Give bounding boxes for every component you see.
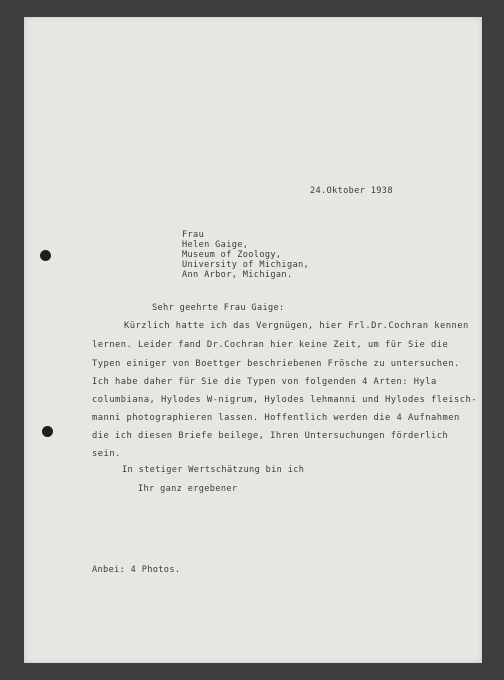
- recipient-line: Ann Arbor, Michigan.: [182, 270, 293, 280]
- salutation: Sehr geehrte Frau Gaige:: [152, 303, 285, 313]
- closing-line: Ihr ganz ergebener: [138, 484, 238, 494]
- recipient-line: Helen Gaige,: [182, 240, 249, 250]
- body-line: Kürzlich hatte ich das Vergnügen, hier Frl.Dr.Cochran kennen: [124, 321, 469, 331]
- enclosure-note: Anbei: 4 Photos.: [92, 565, 181, 575]
- letter-date: 24.Oktober 1938: [310, 186, 393, 196]
- body-line: manni photographieren lassen. Hoffentlich werden die 4 Aufnahmen: [92, 413, 460, 423]
- body-line: die ich diesen Briefe beilege, Ihren Untersuchungen förderlich: [92, 431, 449, 441]
- recipient-line: Frau: [182, 230, 205, 240]
- closing-line: In stetiger Wertschätzung bin ich: [122, 465, 305, 475]
- recipient-line: University of Michigan,: [182, 260, 310, 270]
- recipient-line: Museum of Zoology,: [182, 250, 282, 260]
- body-line: columbiana, Hylodes W-nigrum, Hylodes lehmanni und Hylodes fleisch-: [92, 395, 477, 405]
- punch-hole-top: [40, 250, 51, 261]
- body-line: sein.: [92, 449, 121, 459]
- body-line: Typen einiger von Boettger beschriebenen Frösche zu untersuchen.: [92, 359, 460, 369]
- body-line: lernen. Leider fand Dr.Cochran hier keine Zeit, um für Sie die: [92, 340, 449, 350]
- body-line: Ich habe daher für Sie die Typen von folgenden 4 Arten: Hyla: [92, 377, 437, 387]
- punch-hole-bottom: [42, 426, 53, 437]
- letter-sheet: [24, 17, 482, 663]
